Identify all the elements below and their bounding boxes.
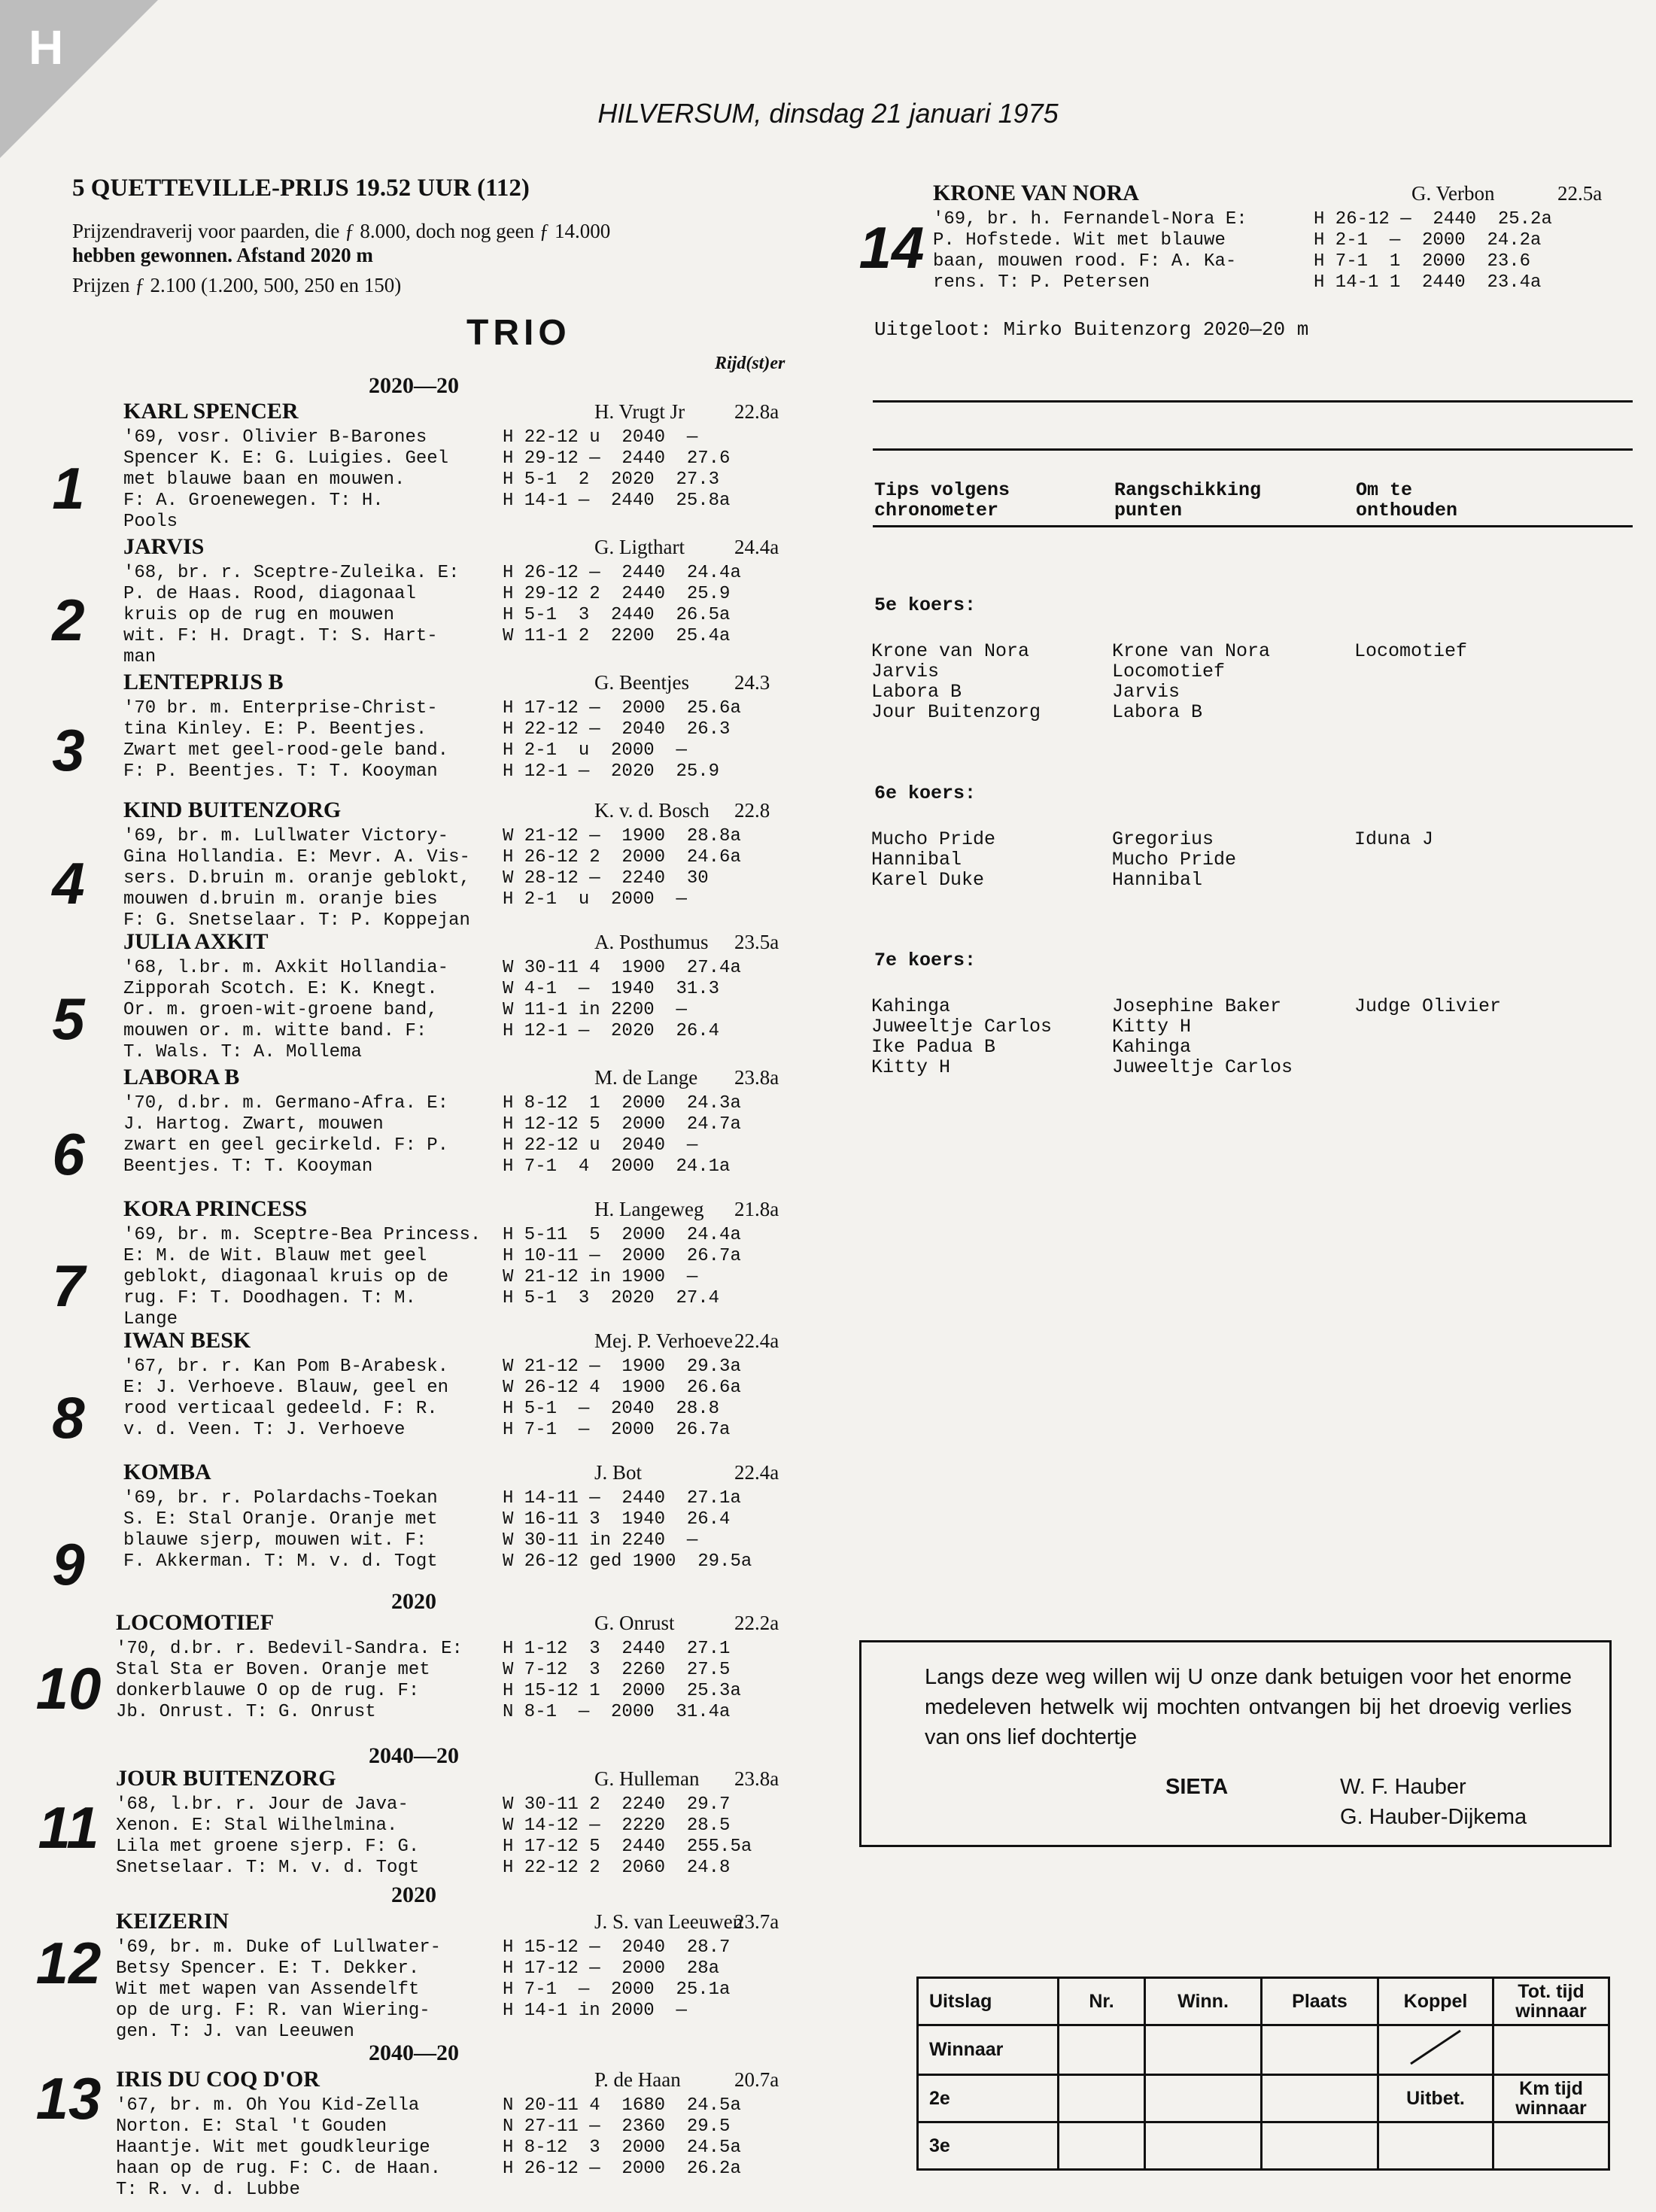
race-tips-label: 6e koers:: [874, 782, 977, 804]
horse-description-line: rens. T: P. Petersen: [933, 272, 1150, 293]
horse-name: JARVIS: [123, 534, 205, 559]
entry-number: 9: [52, 1531, 85, 1597]
form-line: H 12-1 — 2020 26.4: [503, 1021, 720, 1041]
horse-description-line: '70, d.br. r. Bedevil-Sandra. E:: [116, 1639, 463, 1659]
entry-number: 4: [52, 850, 85, 916]
horse-description-line: J. Hartog. Zwart, mouwen: [123, 1114, 384, 1135]
tips-remember-column: [1354, 641, 1467, 661]
horse-description-line: Betsy Spencer. E: T. Dekker.: [116, 1958, 420, 1979]
tip-horse: Labora B: [871, 681, 962, 703]
entry-number: 3: [52, 717, 85, 783]
horse-description-line: Snetselaar. T: M. v. d. Togt: [116, 1858, 420, 1878]
entry-number: 8: [52, 1384, 85, 1451]
form-line: H 14-1 — 2440 25.8a: [503, 491, 731, 511]
horse-description-line: Zwart met geel-rood-gele band.: [123, 740, 449, 761]
horse-name: KRONE VAN NORA: [933, 181, 1139, 205]
score-cell: 3e: [918, 2122, 1059, 2170]
tips-chrono-column: [871, 641, 1041, 722]
form-line: H 1-12 3 2440 27.1: [503, 1639, 731, 1659]
horse-name: LABORA B: [123, 1065, 240, 1089]
score-cell[interactable]: [1145, 2025, 1262, 2075]
horse-description-line: Zipporah Scotch. E: K. Knegt.: [123, 979, 438, 999]
form-line: W 26-12 ged 1900 29.5a: [503, 1551, 752, 1572]
tip-horse: Hannibal: [871, 849, 962, 871]
form-line: W 11-1 2 2200 25.4a: [503, 626, 731, 646]
horse-description-line: E: J. Verhoeve. Blauw, geel en: [123, 1378, 449, 1398]
score-cell[interactable]: [1262, 2122, 1378, 2170]
divider: [873, 400, 1633, 403]
form-line: H 22-12 — 2040 26.3: [503, 719, 731, 740]
form-line: H 8-12 3 2000 24.5a: [503, 2138, 741, 2158]
form-line: W 7-12 3 2260 27.5: [503, 1660, 731, 1680]
horse-description-line: geblokt, diagonaal kruis op de: [123, 1267, 449, 1287]
tips-remember-column: [1354, 829, 1433, 849]
horse-name: KEIZERIN: [116, 1909, 229, 1934]
form-line: W 21-12 in 1900 —: [503, 1267, 698, 1287]
best-time: 22.8a: [734, 400, 779, 423]
horse-description-line: F. Akkerman. T: M. v. d. Togt: [123, 1551, 438, 1572]
score-cell: 2e: [918, 2075, 1059, 2122]
score-cell: Winn.: [1145, 1978, 1262, 2025]
driver-name: Mej. P. Verhoeve: [594, 1329, 733, 1352]
horse-description-line: '70 br. m. Enterprise-Christ-: [123, 698, 438, 719]
best-time: 22.4a: [734, 1329, 779, 1352]
tip-horse: Locomotief: [1112, 661, 1226, 682]
tip-horse: Juweeltje Carlos: [871, 1016, 1053, 1038]
score-cell: Winnaar: [918, 2025, 1059, 2075]
distance-group-heading: 2020: [391, 1882, 436, 1907]
horse-name: KOMBA: [123, 1460, 211, 1484]
result-scorecard: [916, 1977, 1610, 2171]
horse-description-line: Haantje. Wit met goudkleurige: [116, 2138, 430, 2158]
form-line: H 5-1 — 2040 28.8: [503, 1399, 720, 1419]
form-line: W 30-11 4 1900 27.4a: [503, 958, 741, 978]
best-time: 23.8a: [734, 1066, 779, 1089]
distance-group-heading: 2020: [391, 1589, 436, 1614]
score-cell[interactable]: [1059, 2025, 1145, 2075]
entry-number: 6: [52, 1121, 85, 1187]
horse-name: IRIS DU COQ D'OR: [116, 2067, 320, 2092]
score-cell[interactable]: [1262, 2075, 1378, 2122]
driver-name: G. Beentjes: [594, 671, 689, 694]
tip-horse: Kitty H: [1112, 1016, 1192, 1038]
horse-description-line: '69, br. m. Duke of Lullwater-: [116, 1937, 442, 1958]
form-line: W 26-12 4 1900 26.6a: [503, 1378, 741, 1398]
horse-description-line: Xenon. E: Stal Wilhelmina.: [116, 1815, 398, 1836]
tips-chrono-column: [871, 996, 1052, 1077]
horse-description-line: blauwe sjerp, mouwen wit. F:: [123, 1530, 427, 1551]
tip-horse: Locomotief: [1354, 640, 1468, 662]
divider: [873, 525, 1633, 527]
horse-description-line: '67, br. r. Kan Pom B-Arabesk.: [123, 1357, 449, 1377]
horse-description-line: man: [123, 647, 156, 667]
section-corner-tab: [0, 0, 158, 158]
form-line: H 2-1 u 2000 —: [503, 740, 687, 761]
driver-name: G. Ligthart: [594, 536, 685, 558]
form-line: H 10-11 — 2000 26.7a: [503, 1246, 741, 1266]
form-line: H 2-1 u 2000 —: [503, 889, 687, 910]
form-line: H 7-1 1 2000 23.6: [1314, 251, 1531, 272]
horse-name: KIND BUITENZORG: [123, 798, 342, 822]
horse-description-line: '69, vosr. Olivier B-Barones: [123, 427, 427, 448]
horse-description-line: Or. m. groen-wit-groene band,: [123, 1000, 438, 1020]
horse-name: JOUR BUITENZORG: [116, 1766, 336, 1791]
horse-name: IWAN BESK: [123, 1328, 251, 1353]
score-cell-koppel[interactable]: [1378, 2025, 1493, 2075]
section-letter: H: [29, 20, 64, 74]
form-line: H 26-12 2 2000 24.6a: [503, 847, 741, 867]
horse-description-line: T: R. v. d. Lubbe: [116, 2180, 300, 2200]
horse-description-line: donkerblauwe O op de rug. F:: [116, 1681, 420, 1701]
horse-description-line: F: G. Snetselaar. T: P. Koppejan: [123, 910, 470, 931]
horse-name: KORA PRINCESS: [123, 1196, 308, 1221]
tip-horse: Jarvis: [871, 661, 940, 682]
score-cell: Plaats: [1262, 1978, 1378, 2025]
slash-mark: [1402, 2026, 1469, 2068]
score-cell[interactable]: [1059, 2122, 1145, 2170]
form-line: H 5-1 2 2020 27.3: [503, 469, 720, 490]
tips-heading-remember: Om te onthouden: [1356, 479, 1458, 521]
best-time: 23.8a: [734, 1767, 779, 1790]
race-conditions-2: hebben gewonnen. Afstand 2020 m: [72, 244, 373, 266]
best-time: 22.2a: [734, 1612, 779, 1634]
form-line: H 22-12 u 2040 —: [503, 1135, 698, 1156]
tip-horse: Labora B: [1112, 701, 1203, 723]
form-line: H 2-1 — 2000 24.2a: [1314, 230, 1542, 251]
tip-horse: Juweeltje Carlos: [1112, 1056, 1293, 1078]
form-line: H 26-12 — 2440 24.4a: [503, 563, 741, 583]
horse-description-line: Lila met groene sjerp. F: G.: [116, 1837, 420, 1857]
driver-column-heading: Rijd(st)er: [715, 354, 785, 373]
form-line: N 27-11 — 2360 29.5: [503, 2116, 731, 2137]
tips-chrono-column: [871, 829, 995, 890]
horse-description-line: F: A. Groenewegen. T: H.: [123, 491, 384, 511]
form-line: H 29-12 — 2440 27.6: [503, 448, 731, 469]
horse-description-line: E: M. de Wit. Blauw met geel: [123, 1246, 427, 1266]
entry-number: 12: [35, 1930, 102, 1996]
horse-name: KARL SPENCER: [123, 399, 299, 424]
horse-description-line: Lange: [123, 1309, 178, 1329]
form-line: W 21-12 — 1900 28.8a: [503, 826, 741, 846]
form-line: H 8-12 1 2000 24.3a: [503, 1093, 741, 1114]
tip-horse: Krone van Nora: [1112, 640, 1271, 662]
distance-group-heading: 2040—20: [369, 1743, 459, 1768]
best-time: 22.8: [734, 799, 770, 822]
score-cell[interactable]: [1378, 2122, 1493, 2170]
form-line: H 5-1 3 2020 27.4: [503, 1288, 720, 1308]
tip-horse: Kahinga: [871, 995, 951, 1017]
notice-signature: G. Hauber-Dijkema: [1340, 1805, 1527, 1829]
horse-description-line: '67, br. m. Oh You Kid-Zella: [116, 2095, 420, 2116]
driver-name: G. Onrust: [594, 1612, 675, 1634]
driver-name: M. de Lange: [594, 1066, 698, 1089]
horse-description-line: '68, l.br. r. Jour de Java-: [116, 1794, 409, 1815]
form-line: H 15-12 — 2040 28.7: [503, 1937, 731, 1958]
score-cell: Uitslag: [918, 1978, 1059, 2025]
horse-description-line: F: P. Beentjes. T: T. Kooyman: [123, 761, 438, 782]
best-time: 23.7a: [734, 1910, 779, 1933]
tip-horse: Josephine Baker: [1112, 995, 1282, 1017]
form-line: W 11-1 in 2200 —: [503, 1000, 687, 1020]
form-line: H 7-1 — 2000 26.7a: [503, 1420, 731, 1440]
form-line: H 12-1 — 2020 25.9: [503, 761, 720, 782]
horse-description-line: P. de Haas. Rood, diagonaal: [123, 584, 416, 604]
form-line: H 22-12 2 2060 24.8: [503, 1858, 731, 1878]
horse-description-line: P. Hofstede. Wit met blauwe: [933, 230, 1226, 251]
horse-description-line: Pools: [123, 512, 178, 532]
form-line: H 5-11 5 2000 24.4a: [503, 1225, 741, 1245]
best-time: 22.5a: [1557, 182, 1603, 205]
race-tips-label: 5e koers:: [874, 594, 977, 616]
driver-name: H. Langeweg: [594, 1198, 704, 1220]
horse-description-line: op de urg. F: R. van Wiering-: [116, 2001, 430, 2021]
driver-name: G. Hulleman: [594, 1767, 700, 1790]
race-prizes: Prijzen ƒ 2.100 (1.200, 500, 250 en 150): [72, 274, 402, 296]
withdrawn-note: Uitgeloot: Mirko Buitenzorg 2020—20 m: [874, 318, 1309, 341]
distance-group-heading: 2040—20: [369, 2040, 459, 2065]
form-line: H 17-12 5 2440 255.5a: [503, 1837, 752, 1857]
horse-description-line: '69, br. r. Polardachs-Toekan: [123, 1488, 438, 1509]
tip-horse: Krone van Nora: [871, 640, 1030, 662]
horse-description-line: kruis op de rug en mouwen: [123, 605, 395, 625]
tips-points-column: [1112, 996, 1293, 1077]
driver-name: P. de Haan: [594, 2068, 681, 2091]
tips-points-column: [1112, 641, 1270, 722]
horse-description-line: '69, br. m. Lullwater Victory-: [123, 826, 449, 846]
form-line: W 28-12 — 2240 30: [503, 868, 709, 889]
form-line: W 21-12 — 1900 29.3a: [503, 1357, 741, 1377]
form-line: H 7-1 4 2000 24.1a: [503, 1156, 731, 1177]
form-line: H 15-12 1 2000 25.3a: [503, 1681, 741, 1701]
tip-horse: Hannibal: [1112, 869, 1203, 891]
notice-signature: W. F. Hauber: [1340, 1775, 1466, 1799]
horse-description-line: Spencer K. E: G. Luigies. Geel: [123, 448, 449, 469]
tips-heading-chronometer: Tips volgens chronometer: [874, 479, 1010, 521]
best-time: 20.7a: [734, 2068, 779, 2091]
score-cell: Koppel: [1378, 1978, 1493, 2025]
form-line: H 26-12 — 2440 25.2a: [1314, 209, 1552, 229]
form-line: H 17-12 — 2000 25.6a: [503, 698, 741, 719]
tip-horse: Mucho Pride: [1112, 849, 1237, 871]
form-line: H 22-12 u 2040 —: [503, 427, 698, 448]
form-line: W 14-12 — 2220 28.5: [503, 1815, 731, 1836]
horse-description-line: mouwen or. m. witte band. F:: [123, 1021, 427, 1041]
horse-description-line: '69, br. h. Fernandel-Nora E:: [933, 209, 1247, 229]
horse-description-line: '68, l.br. m. Axkit Hollandia-: [123, 958, 449, 978]
horse-description-line: baan, mouwen rood. F: A. Ka-: [933, 251, 1237, 272]
horse-description-line: mouwen d.bruin m. oranje bies: [123, 889, 438, 910]
horse-description-line: gen. T: J. van Leeuwen: [116, 2022, 354, 2042]
tip-horse: Kahinga: [1112, 1036, 1192, 1058]
trio-heading: TRIO: [466, 313, 571, 353]
driver-name: K. v. d. Bosch: [594, 799, 709, 822]
horse-description-line: rood verticaal gedeeld. F: R.: [123, 1399, 438, 1419]
notice-text: Langs deze weg willen wij U onze dank betuigen voor het enorme medeleven hetwelk wij mochten ontvangen bij het droevig verlies van ons lief dochtertje: [925, 1665, 1572, 1749]
entry-number: 2: [52, 587, 85, 653]
horse-description-line: v. d. Veen. T: J. Verhoeve: [123, 1420, 406, 1440]
tip-horse: Jour Buitenzorg: [871, 701, 1041, 723]
horse-description-line: T. Wals. T: A. Mollema: [123, 1042, 362, 1062]
tip-horse: Gregorius: [1112, 828, 1214, 850]
driver-name: J. Bot: [594, 1461, 643, 1484]
horse-description-line: Jb. Onrust. T: G. Onrust: [116, 1702, 376, 1722]
score-cell: Uitbet.: [1378, 2075, 1493, 2122]
form-line: H 12-12 5 2000 24.7a: [503, 1114, 741, 1135]
horse-description-line: wit. F: H. Dragt. T: S. Hart-: [123, 626, 438, 646]
score-cell[interactable]: [1262, 2025, 1378, 2075]
horse-description-line: '68, br. r. Sceptre-Zuleika. E:: [123, 563, 460, 583]
race-tips-label: 7e koers:: [874, 950, 977, 971]
tip-horse: Karel Duke: [871, 869, 985, 891]
best-time: 24.3: [734, 671, 770, 694]
tip-horse: Judge Olivier: [1354, 995, 1502, 1017]
form-line: W 30-11 2 2240 29.7: [503, 1794, 731, 1815]
horse-description-line: '70, d.br. m. Germano-Afra. E:: [123, 1093, 449, 1114]
horse-description-line: tina Kinley. E: P. Beentjes.: [123, 719, 427, 740]
score-cell[interactable]: [1145, 2075, 1262, 2122]
driver-name: G. Verbon: [1411, 182, 1495, 205]
driver-name: J. S. van Leeuwen: [594, 1910, 743, 1933]
race-conditions-1: Prijzendraverij voor paarden, die ƒ 8.000, doch nog geen ƒ 14.000: [72, 220, 611, 242]
thank-you-notice: [859, 1640, 1612, 1847]
form-line: N 20-11 4 1680 24.5a: [503, 2095, 741, 2116]
entry-number: 5: [52, 986, 85, 1052]
score-cell[interactable]: [1059, 2075, 1145, 2122]
notice-child-name: SIETA: [1165, 1775, 1229, 1799]
tip-horse: Kitty H: [871, 1056, 951, 1078]
horse-description-line: Stal Sta er Boven. Oranje met: [116, 1660, 430, 1680]
driver-name: H. Vrugt Jr: [594, 400, 685, 423]
form-line: H 14-1 1 2440 23.4a: [1314, 272, 1542, 293]
horse-name: LENTEPRIJS B: [123, 670, 284, 694]
score-cell: Nr.: [1059, 1978, 1145, 2025]
form-line: H 17-12 — 2000 28a: [503, 1958, 720, 1979]
form-line: H 14-1 in 2000 —: [503, 2001, 687, 2021]
entry-number: 14: [858, 214, 925, 281]
distance-group-heading: 2020—20: [369, 373, 459, 398]
best-time: 21.8a: [734, 1198, 779, 1220]
entry-number: 13: [35, 2065, 102, 2131]
entry-number: 1: [52, 455, 85, 521]
tips-points-column: [1112, 829, 1236, 890]
horse-description-line: haan op de rug. F: C. de Haan.: [116, 2159, 442, 2179]
entry-number: 7: [52, 1253, 85, 1319]
horse-description-line: Beentjes. T: T. Kooyman: [123, 1156, 373, 1177]
horse-description-line: '69, br. m. Sceptre-Bea Princess.: [123, 1225, 482, 1245]
entry-number: 11: [38, 1794, 99, 1861]
horse-description-line: met blauwe baan en mouwen.: [123, 469, 406, 490]
form-line: H 5-1 3 2440 26.5a: [503, 605, 731, 625]
score-cell[interactable]: [1493, 2025, 1609, 2075]
horse-description-line: sers. D.bruin m. oranje geblokt,: [123, 868, 470, 889]
tips-heading-points: Rangschikking punten: [1114, 479, 1262, 521]
score-cell[interactable]: [1145, 2122, 1262, 2170]
form-line: H 29-12 2 2440 25.9: [503, 584, 731, 604]
form-line: N 8-1 — 2000 31.4a: [503, 1702, 731, 1722]
driver-name: A. Posthumus: [594, 931, 709, 953]
divider: [873, 448, 1633, 451]
form-line: H 26-12 — 2000 26.2a: [503, 2159, 741, 2179]
form-line: W 4-1 — 1940 31.3: [503, 979, 720, 999]
form-line: H 7-1 — 2000 25.1a: [503, 1980, 731, 2000]
form-line: W 30-11 in 2240 —: [503, 1530, 698, 1551]
tip-horse: Jarvis: [1112, 681, 1180, 703]
dateline: HILVERSUM, dinsdag 21 januari 1975: [597, 98, 1059, 129]
horse-description-line: Gina Hollandia. E: Mevr. A. Vis-: [123, 847, 470, 867]
form-line: W 16-11 3 1940 26.4: [503, 1509, 731, 1530]
tips-remember-column: [1354, 996, 1501, 1016]
score-cell: Km tijd winnaar: [1493, 2075, 1609, 2122]
horse-name: LOCOMOTIEF: [116, 1610, 275, 1635]
horse-description-line: Norton. E: Stal 't Gouden: [116, 2116, 387, 2137]
horse-description-line: Wit met wapen van Assendelft: [116, 1980, 420, 2000]
horse-description-line: S. E: Stal Oranje. Oranje met: [123, 1509, 438, 1530]
tip-horse: Iduna J: [1354, 828, 1434, 850]
race-title: 5 QUETTEVILLE-PRIJS 19.52 UUR (112): [72, 175, 530, 202]
horse-description-line: zwart en geel gecirkeld. F: P.: [123, 1135, 449, 1156]
best-time: 24.4a: [734, 536, 779, 558]
best-time: 23.5a: [734, 931, 779, 953]
best-time: 22.4a: [734, 1461, 779, 1484]
tip-horse: Mucho Pride: [871, 828, 996, 850]
horse-name: JULIA AXKIT: [123, 929, 269, 954]
score-cell: Tot. tijd winnaar: [1493, 1978, 1609, 2025]
tip-horse: Ike Padua B: [871, 1036, 996, 1058]
horse-description-line: rug. F: T. Doodhagen. T: M.: [123, 1288, 416, 1308]
entry-number: 10: [35, 1655, 102, 1721]
score-cell[interactable]: [1493, 2122, 1609, 2170]
form-line: H 14-11 — 2440 27.1a: [503, 1488, 741, 1509]
